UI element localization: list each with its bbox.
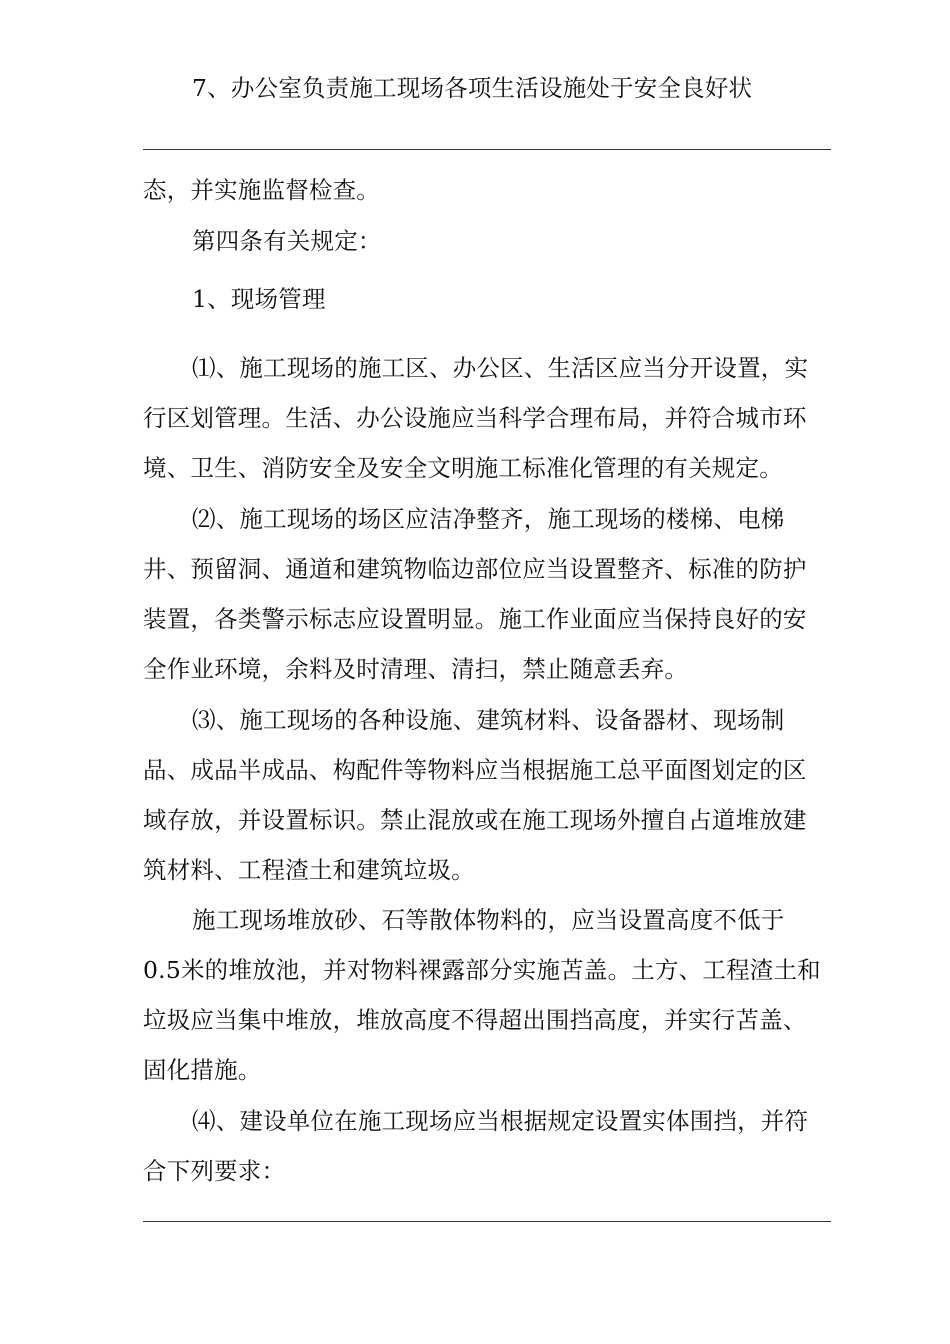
paragraph-line: 垃圾应当集中堆放，堆放高度不得超出围挡高度，并实行苫盖、: [143, 1006, 807, 1034]
paragraph-line: 全作业环境，余料及时清理、清扫，禁止随意丢弃。: [143, 655, 689, 683]
footer-divider: [143, 1221, 831, 1222]
paragraph-line: 0.5米的堆放池，并对物料裸露部分实施苫盖。土方、工程渣土和: [143, 956, 821, 984]
subsection-heading: 1、现场管理: [192, 285, 326, 313]
paragraph-line: 装置，各类警示标志应设置明显。施工作业面应当保持良好的安: [143, 605, 807, 633]
header-divider: [143, 149, 831, 150]
paragraph-line: 合下列要求：: [143, 1157, 286, 1185]
paragraph-line: 态，并实施监督检查。: [143, 176, 380, 204]
paragraph-line: 施工现场堆放砂、石等散体物料的，应当设置高度不低于: [192, 906, 785, 934]
paragraph-line: 域存放，并设置标识。禁止混放或在施工现场外擅自占道堆放建: [143, 806, 807, 834]
paragraph-line: 井、预留洞、通道和建筑物临边部位应当设置整齐、标准的防护: [143, 555, 807, 583]
paragraph-line: 固化措施。: [143, 1056, 262, 1084]
paragraph-line: ⑷、建设单位在施工现场应当根据规定设置实体围挡，并符: [192, 1107, 809, 1135]
paragraph-line: 筑材料、工程渣土和建筑垃圾。: [143, 856, 475, 884]
paragraph-line: ⑵、施工现场的场区应洁净整齐，施工现场的楼梯、电梯: [192, 505, 785, 533]
paragraph-line: 行区划管理。生活、办公设施应当科学合理布局，并符合城市环: [143, 404, 807, 432]
paragraph-line: 品、成品半成品、构配件等物料应当根据施工总平面图划定的区: [143, 756, 807, 784]
section-heading: 第四条有关规定：: [192, 227, 382, 255]
header-text-line: 7、办公室负责施工现场各项生活设施处于安全良好状: [192, 74, 753, 102]
paragraph-line: ⑶、施工现场的各种设施、建筑材料、设备器材、现场制: [192, 706, 785, 734]
paragraph-line: 境、卫生、消防安全及安全文明施工标准化管理的有关规定。: [143, 454, 783, 482]
paragraph-line: ⑴、施工现场的施工区、办公区、生活区应当分开设置，实: [192, 354, 809, 382]
